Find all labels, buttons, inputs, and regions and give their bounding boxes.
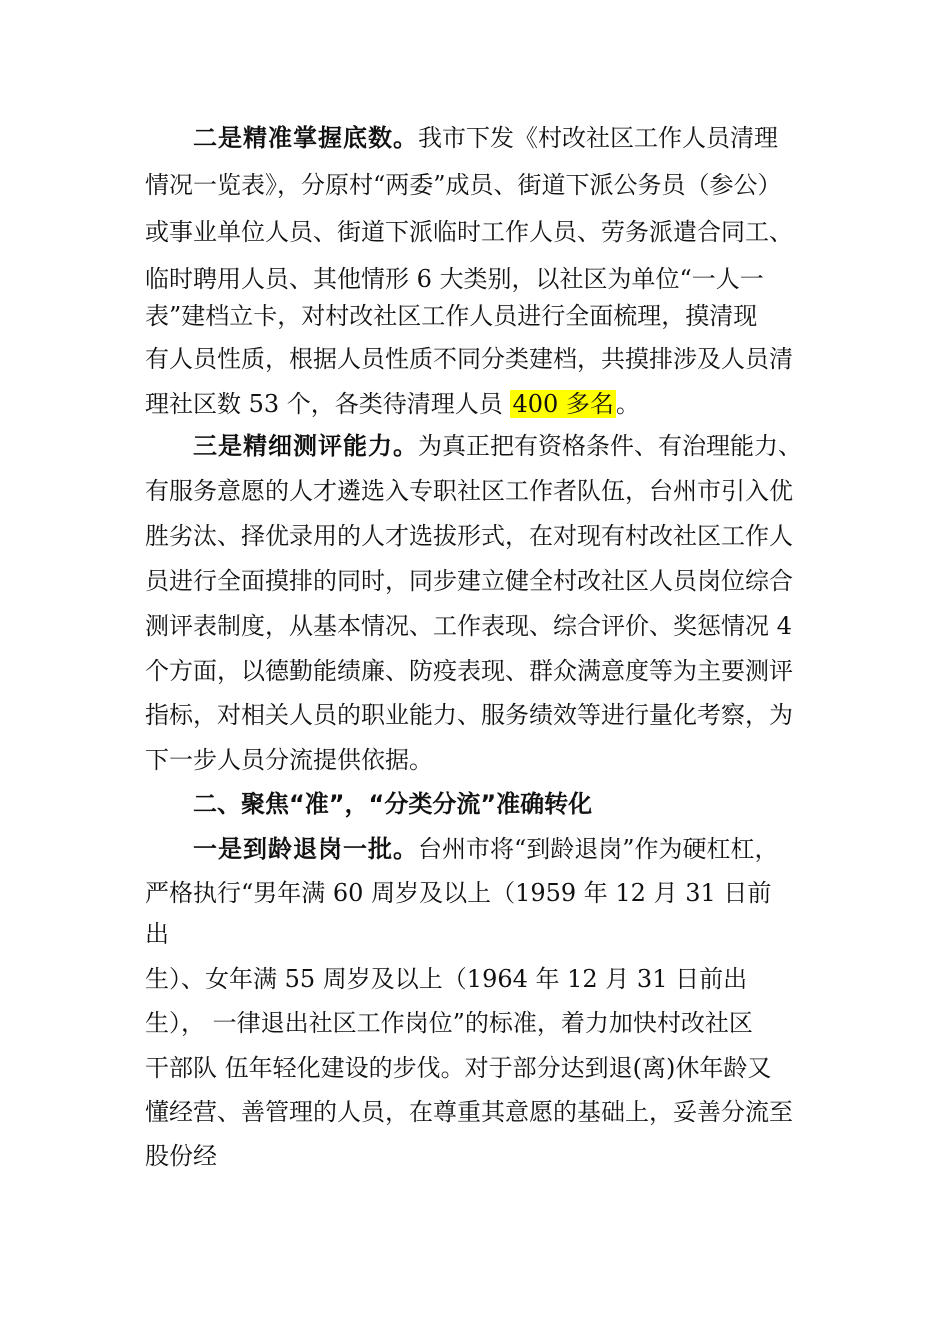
- p2-line-5: 测评表制度，从基本情况、工作表现、综合评价、奖惩情况 4: [145, 612, 792, 640]
- section-heading: 二、聚焦“准”，“分类分流”准确转化: [193, 790, 593, 818]
- p3-line-1: [193, 827, 779, 871]
- p3-line-5: 生）， 一律退出社区工作岗位”的标准，着力加快村改社区: [145, 1009, 753, 1037]
- p3-line-4: 生）、女年满 55 周岁及以上（1964 年 12 月 31 日前出: [145, 965, 748, 993]
- p2-line-2: 有服务意愿的人才遴选入专职社区工作者队伍，台州市引入优: [145, 477, 793, 505]
- p1-line-7: [145, 382, 640, 426]
- p3-lead: 一是到龄退岗一批。: [193, 835, 418, 863]
- p1-line-1-text: 我市下发《村改社区工作人员清理: [418, 124, 778, 152]
- p2-line-3: 胜劣汰、择优录用的人才选拔形式，在对现有村改社区工作人: [145, 522, 793, 550]
- p2-line-8: 下一步人员分流提供依据。: [145, 746, 433, 774]
- p2-line-1: [193, 424, 802, 468]
- p2-line-4: 员进行全面摸排的同时，同步建立健全村改社区人员岗位综合: [145, 567, 793, 595]
- p3-line-8: 股份经: [145, 1142, 217, 1170]
- p1-line-5: 表”建档立卡，对村改社区工作人员进行全面梳理，摸清现: [145, 302, 758, 330]
- p1-line-7-text-b: 。: [615, 390, 640, 418]
- p3-line-7: 懂经营、善管理的人员，在尊重其意愿的基础上，妥善分流至: [145, 1098, 793, 1126]
- p3-line-1-text: 台州市将“到龄退岗”作为硬杠杠，: [418, 835, 779, 863]
- p2-lead: 三是精细测评能力。: [193, 432, 418, 460]
- p1-line-2: 情况一览表》，分原村“两委”成员、街道下派公务员（参公）: [145, 171, 782, 199]
- p2-line-6: 个方面，以德勤能绩廉、防疫表现、群众满意度等为主要测评: [145, 657, 793, 685]
- p3-line-3: 出: [145, 920, 169, 948]
- p1-line-3: 或事业单位人员、街道下派临时工作人员、劳务派遣合同工、: [145, 218, 793, 246]
- highlighted-count: 400 多名: [512, 390, 614, 418]
- p3-line-6: 干部队 伍年轻化建设的步伐。对于部分达到退(离)休年龄又: [145, 1054, 772, 1082]
- p1-line-7-text-a: 理社区数 53 个，各类待清理人员: [145, 390, 511, 418]
- p1-line-1: [193, 116, 778, 160]
- p1-line-6: 有人员性质，根据人员性质不同分类建档，共摸排涉及人员清: [145, 345, 793, 373]
- p3-line-2: 严格执行“男年满 60 周岁及以上（1959 年 12 月 31 日前: [145, 879, 772, 907]
- p2-line-7: 指标，对相关人员的职业能力、服务绩效等进行量化考察，为: [145, 701, 793, 729]
- p1-line-4: 临时聘用人员、其他情形 6 大类别，以社区为单位“一人一: [145, 265, 764, 293]
- p2-line-1-text: 为真正把有资格条件、有治理能力、: [418, 432, 802, 460]
- p1-lead: 二是精准掌握底数。: [193, 124, 418, 152]
